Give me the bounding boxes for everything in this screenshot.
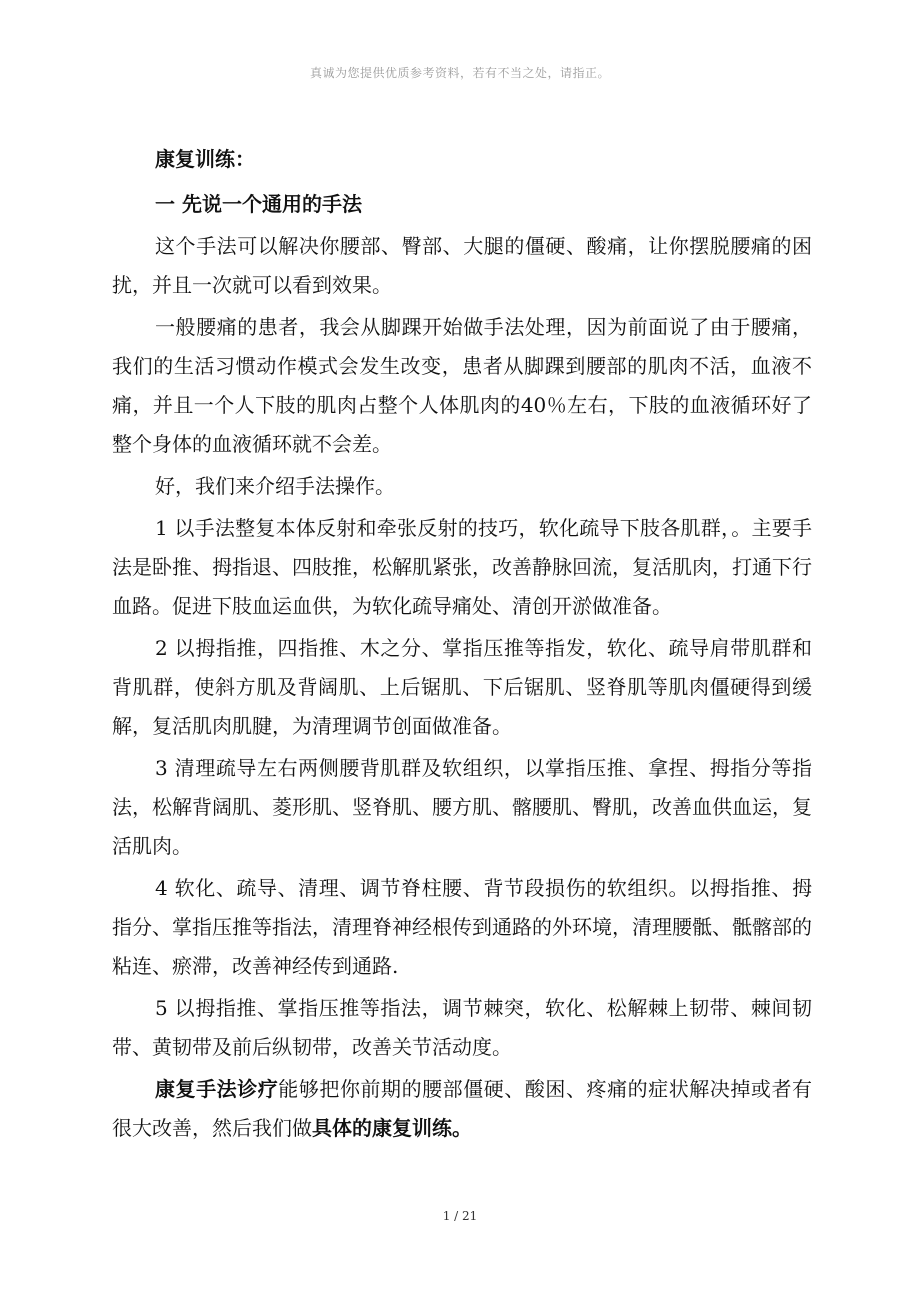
page-header: 真诚为您提供优质参考资料，若有不当之处，请指正。 xyxy=(309,66,610,80)
closing-paragraph xyxy=(112,1070,812,1148)
page-number: 1 / 21 xyxy=(442,1209,478,1223)
paragraph: 1 以手法整复本体反射和牵张反射的技巧，软化疏导下肢各肌群，。主要手法是卧推、拇指退、四肢推，松解肌紧张，改善静脉回流，复活肌肉，打通下行血路。促进下肢血运血供，为软化疏导痛处、清创开淤做准备。 xyxy=(112,516,812,618)
paragraph: 3 清理疏导左右两侧腰背肌群及软组织，以掌指压推、拿捏、拇指分等指法，松解背阔肌、菱形肌、竖脊肌、腰方肌、髂腰肌、臀肌，改善血供血运，复活肌肉。 xyxy=(112,756,812,858)
bold-rehab-therapy: 康复手法诊疗 xyxy=(155,1077,279,1101)
paragraph: 4 软化、疏导、清理、调节脊柱腰、背节段损伤的软组织。以拇指推、拇指分、掌指压推等指法，清理脊神经根传到通路的外环境，清理腰骶、骶髂部的粘连、瘀滞，改善神经传到通路. xyxy=(112,876,812,978)
heading-general-technique: 一 先说一个通用的手法 xyxy=(155,192,362,216)
paragraph: 这个手法可以解决你腰部、臀部、大腿的僵硬、酸痛，让你摆脱腰痛的困扰，并且一次就可以看到效果。 xyxy=(112,234,812,297)
bold-rehab-training: 具体的康复训练。 xyxy=(312,1116,472,1140)
closing-text: 能够把你前期的腰部僵硬、酸困、疼痛的症状解决掉或者有很大改善，然后我们做 xyxy=(112,1077,813,1140)
heading-rehab-training: 康复训练： xyxy=(155,147,255,171)
paragraph: 5 以拇指推、掌指压推等指法，调节棘突，软化、松解棘上韧带、棘间韧带、黄韧带及前后纵韧带，改善关节活动度。 xyxy=(112,996,812,1059)
document-body xyxy=(112,140,812,1148)
paragraph: 好，我们来介绍手法操作。 xyxy=(155,474,395,498)
paragraph: 2 以拇指推，四指推、木之分、掌指压推等指发，软化、疏导肩带肌群和背肌群，使斜方肌及背阔肌、上后锯肌、下后锯肌、竖脊肌等肌肉僵硬得到缓解，复活肌肉肌腱，为清理调节创面做准备。 xyxy=(112,636,812,738)
paragraph: 一般腰痛的患者，我会从脚踝开始做手法处理，因为前面说了由于腰痛，我们的生活习惯动作模式会发生改变，患者从脚踝到腰部的肌肉不活，血液不痛，并且一个人下肢的肌肉占整个人体肌肉的40％左右，下肢的血液循环好了整个身体的血液循环就不会差。 xyxy=(112,315,812,456)
